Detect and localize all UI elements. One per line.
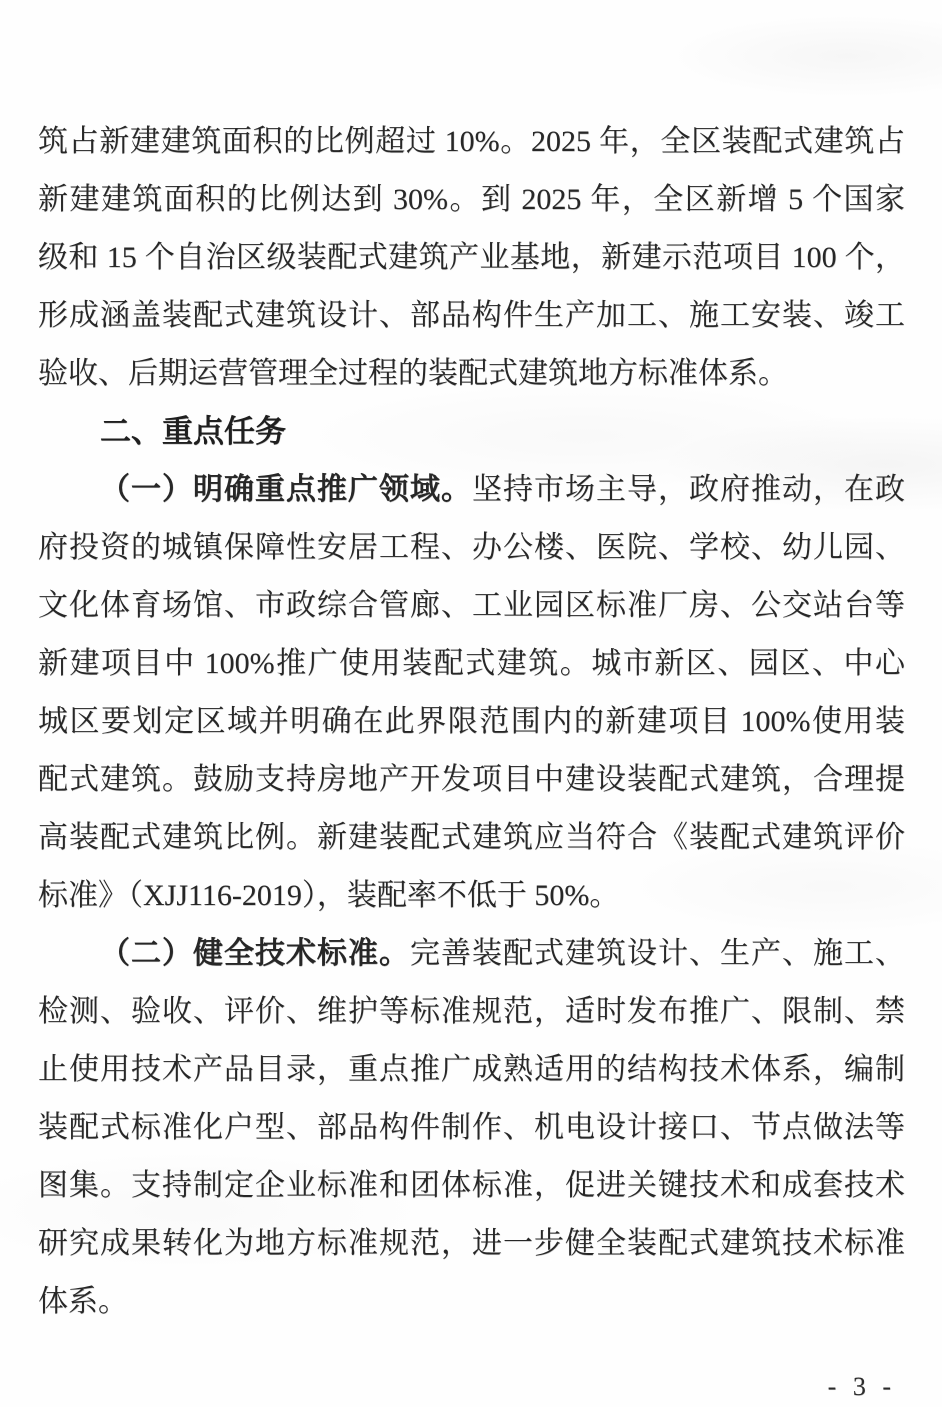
paragraph-lead: （一）明确重点推广领域。: [100, 473, 472, 506]
page-number: - 3 -: [827, 1372, 896, 1401]
doc-line: 府投资的城镇保障性安居工程、办公楼、医院、学校、幼儿园、: [38, 531, 905, 564]
doc-line: 文化体育场馆、市政综合管廊、工业园区标准厂房、公交站台等: [38, 589, 905, 622]
doc-line: 城区要划定区域并明确在此界限范围内的新建项目 100%使用装: [38, 705, 905, 738]
doc-line: 研究成果转化为地方标准规范，进一步健全装配式建筑技术标准: [38, 1227, 905, 1260]
doc-line: 形成涵盖装配式建筑设计、部品构件生产加工、施工安装、竣工: [38, 299, 905, 332]
doc-line: [38, 461, 905, 519]
doc-line: 级和 15 个自治区级装配式建筑产业基地，新建示范项目 100 个，: [38, 241, 905, 274]
doc-line: 验收、后期运营管理全过程的装配式建筑地方标准体系。: [38, 357, 788, 390]
doc-line: 图集。支持制定企业标准和团体标准，促进关键技术和成套技术: [38, 1169, 905, 1202]
doc-line: 装配式标准化户型、部品构件制作、机电设计接口、节点做法等: [38, 1111, 905, 1144]
doc-line: 体系。: [38, 1285, 128, 1318]
doc-line: 新建建筑面积的比例达到 30%。到 2025 年，全区新增 5 个国家: [38, 183, 905, 216]
section-heading: 二、重点任务: [100, 414, 286, 449]
doc-line: 筑占新建建筑面积的比例超过 10%。2025 年，全区装配式建筑占: [38, 125, 905, 158]
doc-line: 配式建筑。鼓励支持房地产开发项目中建设装配式建筑，合理提: [38, 763, 905, 796]
doc-line: 新建项目中 100%推广使用装配式建筑。城市新区、园区、中心: [38, 647, 905, 680]
doc-line: 止使用技术产品目录，重点推广成熟适用的结构技术体系，编制: [38, 1053, 905, 1086]
doc-line: 高装配式建筑比例。新建装配式建筑应当符合《装配式建筑评价: [38, 821, 905, 854]
paragraph-lead: （二）健全技术标准。: [100, 937, 410, 970]
doc-line: [38, 925, 905, 983]
document-body: [38, 113, 905, 1331]
doc-line-text: 坚持市场主导，政府推动，在政: [472, 473, 905, 506]
doc-line: 检测、验收、评价、维护等标准规范，适时发布推广、限制、禁: [38, 995, 905, 1028]
doc-line: 标准》（XJJ116-2019），装配率不低于 50%。: [38, 879, 620, 912]
doc-line-text: 完善装配式建筑设计、生产、施工、: [410, 937, 905, 970]
